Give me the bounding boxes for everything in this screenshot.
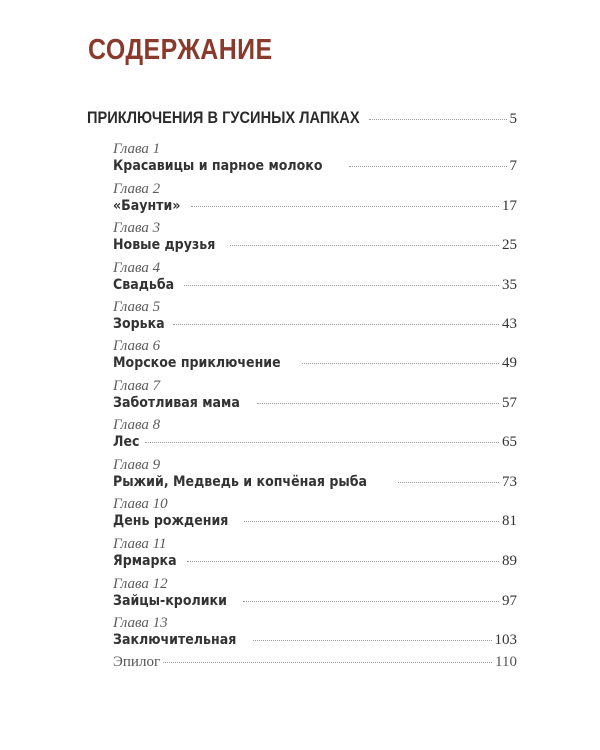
chapter-title: Свадьба (113, 277, 175, 293)
page-number: 81 (502, 513, 517, 529)
toc-chapter-entry[interactable] (113, 395, 517, 412)
chapter-label: Глава 3 (113, 220, 161, 236)
chapter-title: Рыжий, Медведь и копчёная рыба (113, 474, 368, 490)
dot-leader (244, 521, 499, 522)
dot-leader (349, 166, 507, 167)
toc-chapter-entry[interactable] (113, 237, 517, 254)
toc-chapter-entry[interactable] (113, 513, 517, 530)
dot-leader (173, 324, 499, 325)
toc-chapter-entry[interactable] (113, 355, 517, 372)
chapter-label: Глава 11 (113, 536, 167, 552)
chapter-title: Лес (113, 434, 140, 450)
page-number: 103 (494, 632, 517, 648)
toc-chapter-entry[interactable] (113, 434, 517, 451)
chapter-title: Заключительная (113, 632, 237, 648)
dot-leader (302, 363, 499, 364)
page-title: СОДЕРЖАНИЕ (88, 34, 273, 66)
page-number: 5 (509, 111, 517, 127)
page-number: 35 (502, 277, 517, 293)
chapter-label: Глава 5 (113, 299, 161, 315)
dot-leader (257, 403, 499, 404)
page-number: 97 (502, 593, 517, 609)
toc-chapter-entry[interactable] (113, 198, 517, 215)
dot-leader (187, 561, 499, 562)
chapter-title: «Баунти» (113, 198, 181, 214)
chapter-label: Глава 1 (113, 141, 161, 157)
toc-part-entry[interactable] (87, 108, 517, 128)
dot-leader (369, 119, 507, 120)
page-number: 89 (502, 553, 517, 569)
page-number: 65 (502, 434, 517, 450)
chapter-label: Глава 7 (113, 378, 161, 394)
chapter-label: Глава 8 (113, 417, 161, 433)
chapter-label: Глава 4 (113, 260, 161, 276)
page-number: 25 (502, 237, 517, 253)
chapter-title: Новые друзья (113, 237, 216, 253)
dot-leader (191, 206, 499, 207)
chapter-title: Заботливая мама (113, 395, 240, 411)
toc-chapter-entry[interactable] (113, 316, 517, 333)
page-number: 7 (509, 158, 517, 174)
chapter-label: Глава 2 (113, 181, 161, 197)
chapter-title: Ярмарка (113, 553, 177, 569)
dot-leader (163, 662, 492, 663)
page-number: 17 (502, 198, 517, 214)
chapter-label: Глава 13 (113, 615, 168, 631)
toc-chapter-entry[interactable] (113, 277, 517, 294)
dot-leader (253, 640, 491, 641)
page-number: 110 (495, 654, 517, 670)
dot-leader (230, 245, 499, 246)
toc-chapter-entry[interactable] (113, 474, 517, 491)
chapter-label: Глава 12 (113, 576, 168, 592)
chapter-label: Глава 6 (113, 338, 161, 354)
chapter-title: Зорька (113, 316, 165, 332)
toc-chapter-entry[interactable] (113, 593, 517, 610)
toc-chapter-entry[interactable] (113, 158, 517, 175)
chapter-title: Красавицы и парное молоко (113, 158, 323, 174)
dot-leader (145, 442, 499, 443)
toc-chapter-entry[interactable] (113, 632, 517, 649)
chapter-title: Морское приключение (113, 355, 281, 371)
chapter-label: Глава 9 (113, 457, 161, 473)
dot-leader (398, 482, 499, 483)
part-title: ПРИКЛЮЧЕНИЯ В ГУСИНЫХ ЛАПКАХ (87, 108, 360, 127)
page-number: 49 (502, 355, 517, 371)
page-number: 43 (502, 316, 517, 332)
toc-epilogue-entry[interactable] (113, 654, 517, 671)
page-number: 57 (502, 395, 517, 411)
page-number: 73 (502, 474, 517, 490)
chapter-title: Зайцы-кролики (113, 593, 227, 609)
dot-leader (184, 285, 499, 286)
epilogue-title: Эпилог (113, 654, 161, 670)
dot-leader (243, 601, 499, 602)
chapter-title: День рождения (113, 513, 229, 529)
chapter-label: Глава 10 (113, 496, 168, 512)
toc-chapter-entry[interactable] (113, 553, 517, 570)
